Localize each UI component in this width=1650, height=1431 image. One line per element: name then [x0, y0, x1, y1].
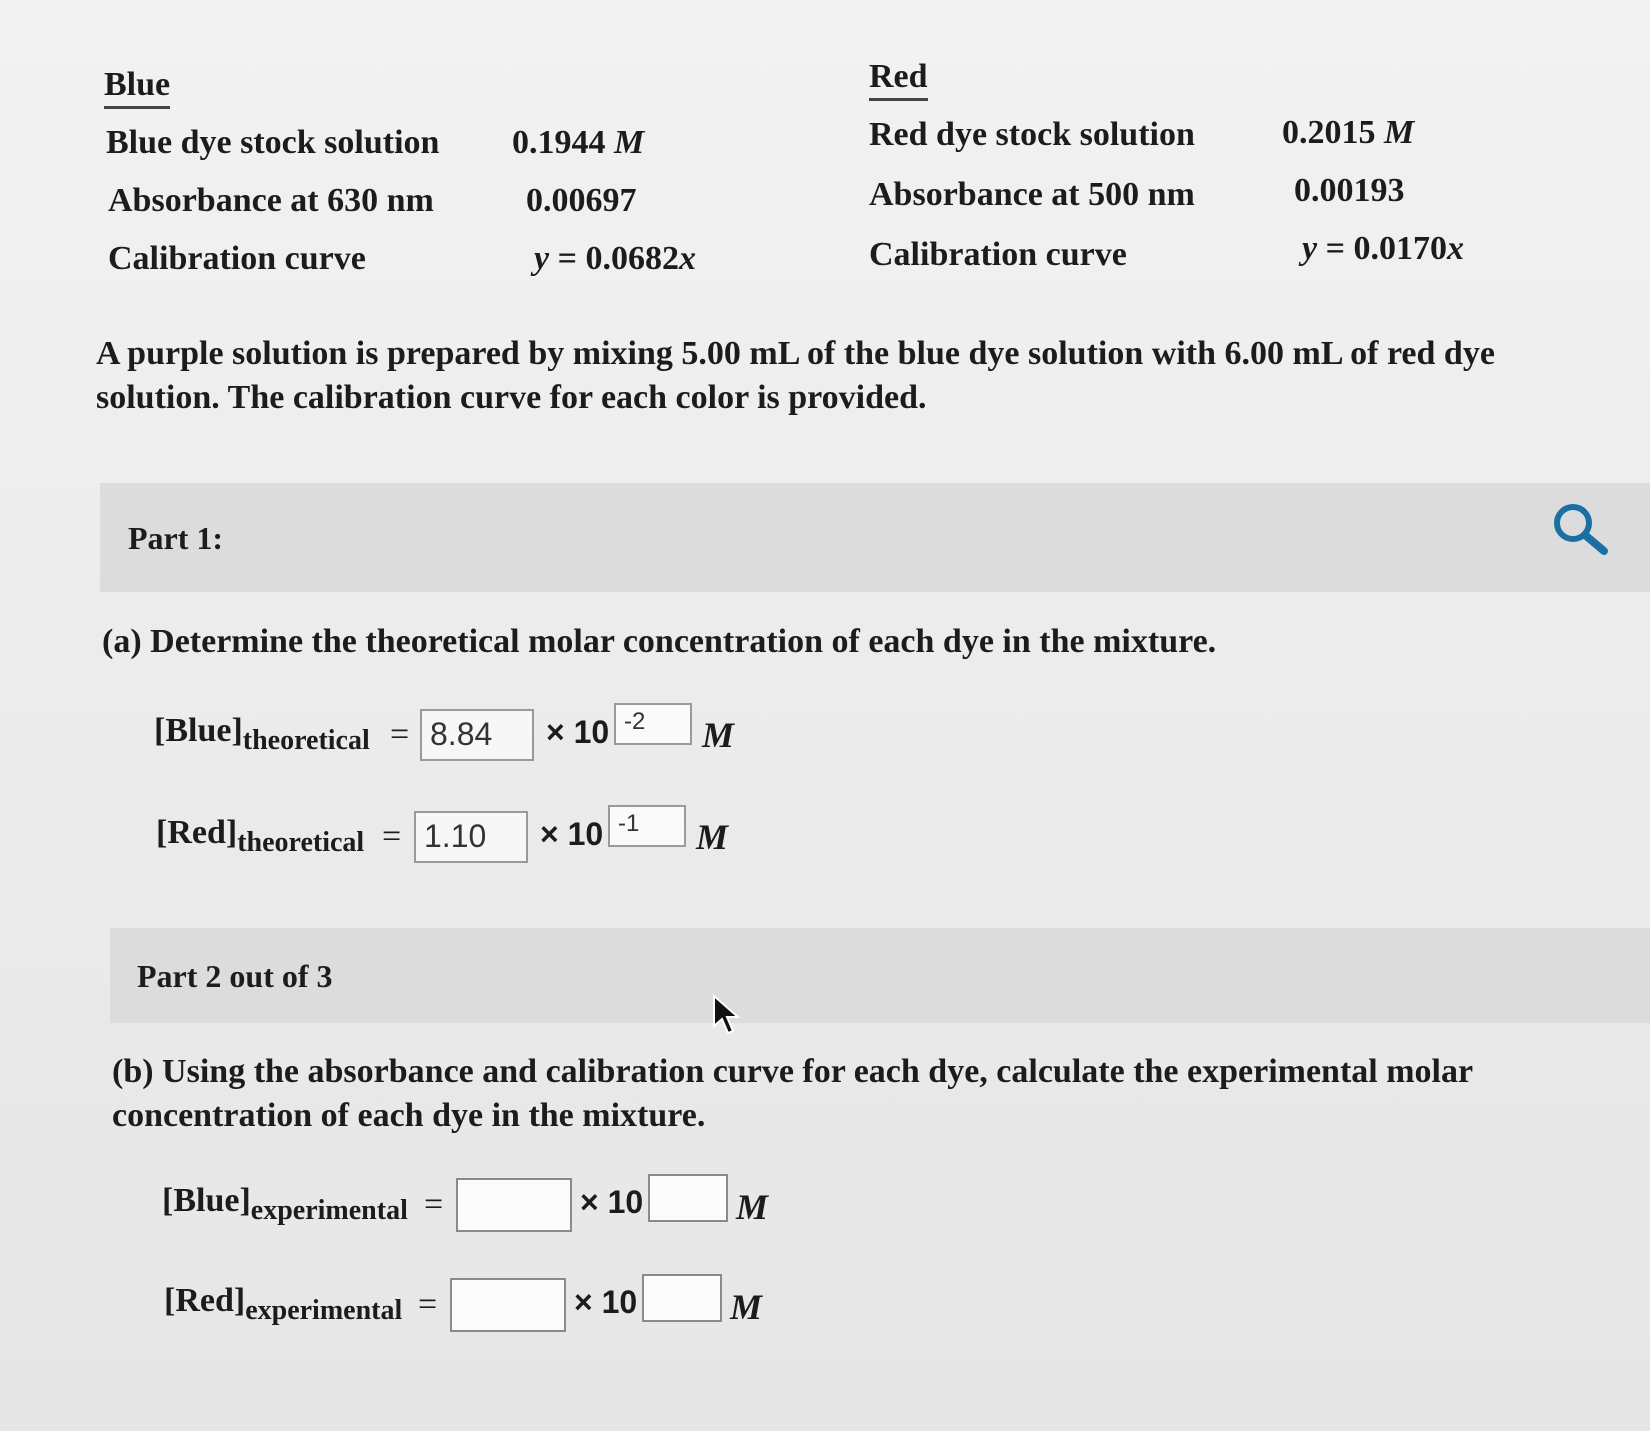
blue-stock-label: Blue dye stock solution — [106, 124, 440, 161]
blue-stock-value — [512, 124, 644, 162]
blue-stock-unit: M — [614, 124, 645, 161]
red-experimental-bracket: [Red] — [164, 1282, 246, 1319]
blue-experimental-mantissa-input[interactable] — [456, 1178, 572, 1232]
blue-abs-value: 0.00697 — [526, 182, 637, 219]
red-experimental-mantissa-input[interactable] — [450, 1278, 566, 1332]
red-curve-label: Calibration curve — [869, 236, 1127, 273]
blue-experimental-unit: M — [736, 1187, 769, 1227]
red-curve-x: x — [1446, 230, 1464, 267]
blue-stock-number: 0.1944 — [512, 124, 606, 161]
red-abs-label: Absorbance at 500 nm — [869, 176, 1195, 213]
red-theoretical-unit: M — [696, 817, 729, 857]
part1-question: (a) Determine the theoretical molar concentration of each dye in the mixture. — [102, 623, 1217, 660]
blue-experimental-times: × 10 — [580, 1184, 644, 1220]
red-theoretical-mantissa-input[interactable]: 1.10 — [414, 811, 528, 863]
red-curve-coef: = 0.0170 — [1317, 230, 1447, 267]
blue-experimental-sub: experimental — [250, 1195, 408, 1226]
blue-theoretical-unit: M — [702, 715, 735, 755]
blue-curve-coef: = 0.0682 — [549, 240, 679, 277]
red-theoretical-times: × 10 — [540, 816, 604, 852]
blue-theoretical-sub: theoretical — [242, 725, 370, 756]
red-experimental-sub: experimental — [245, 1295, 403, 1326]
blue-heading: Blue — [104, 66, 170, 109]
red-curve-y: y — [1302, 230, 1318, 267]
red-experimental-label — [164, 1282, 402, 1327]
blue-theoretical-times: × 10 — [546, 714, 610, 750]
red-theoretical-sub: theoretical — [237, 827, 365, 858]
red-stock-unit: M — [1384, 114, 1415, 151]
blue-experimental-label — [162, 1182, 408, 1227]
blue-curve-y: y — [534, 240, 550, 277]
part2-title: Part 2 out of 3 — [137, 958, 333, 994]
blue-experimental-equals: = — [424, 1186, 444, 1223]
red-stock-value — [1282, 114, 1414, 152]
red-experimental-times: × 10 — [574, 1284, 638, 1320]
blue-theoretical-exponent-input[interactable]: -2 — [614, 703, 692, 745]
search-icon[interactable] — [1546, 498, 1616, 558]
blue-experimental-bracket: [Blue] — [162, 1182, 251, 1219]
blue-curve-x: x — [678, 240, 696, 277]
part2-header-band — [110, 928, 1650, 1023]
red-theoretical-equals: = — [382, 818, 402, 855]
blue-curve-equation — [534, 240, 696, 278]
red-experimental-exponent-input[interactable] — [642, 1274, 722, 1322]
red-theoretical-label — [156, 814, 364, 859]
red-theoretical-bracket: [Red] — [156, 814, 238, 851]
red-experimental-unit: M — [730, 1287, 763, 1327]
part1-title: Part 1: — [128, 520, 224, 556]
blue-curve-label: Calibration curve — [108, 240, 366, 277]
red-stock-number: 0.2015 — [1282, 114, 1376, 151]
blue-experimental-exponent-input[interactable] — [648, 1174, 728, 1222]
red-curve-equation — [1302, 230, 1464, 268]
blue-theoretical-bracket: [Blue] — [154, 712, 243, 749]
blue-theoretical-label — [154, 712, 370, 757]
part1-header-band — [100, 483, 1650, 592]
red-stock-label: Red dye stock solution — [869, 116, 1195, 153]
blue-abs-label: Absorbance at 630 nm — [108, 182, 434, 219]
part2-question: (b) Using the absorbance and calibration curve for each dye, calculate the experimental molar concentration of each dye in the mixture. — [112, 1053, 1473, 1134]
red-experimental-equals: = — [418, 1286, 438, 1323]
blue-theoretical-mantissa-input[interactable]: 8.84 — [420, 709, 534, 761]
problem-statement: A purple solution is prepared by mixing 5.00 mL of the blue dye solution with 6.00 mL of red dye solution. The calibration curve for each color is provided. — [96, 335, 1495, 416]
mouse-pointer-icon — [712, 994, 742, 1036]
red-abs-value: 0.00193 — [1294, 172, 1405, 209]
red-theoretical-exponent-input[interactable]: -1 — [608, 805, 686, 847]
red-heading: Red — [869, 58, 928, 101]
blue-theoretical-equals: = — [390, 716, 410, 753]
